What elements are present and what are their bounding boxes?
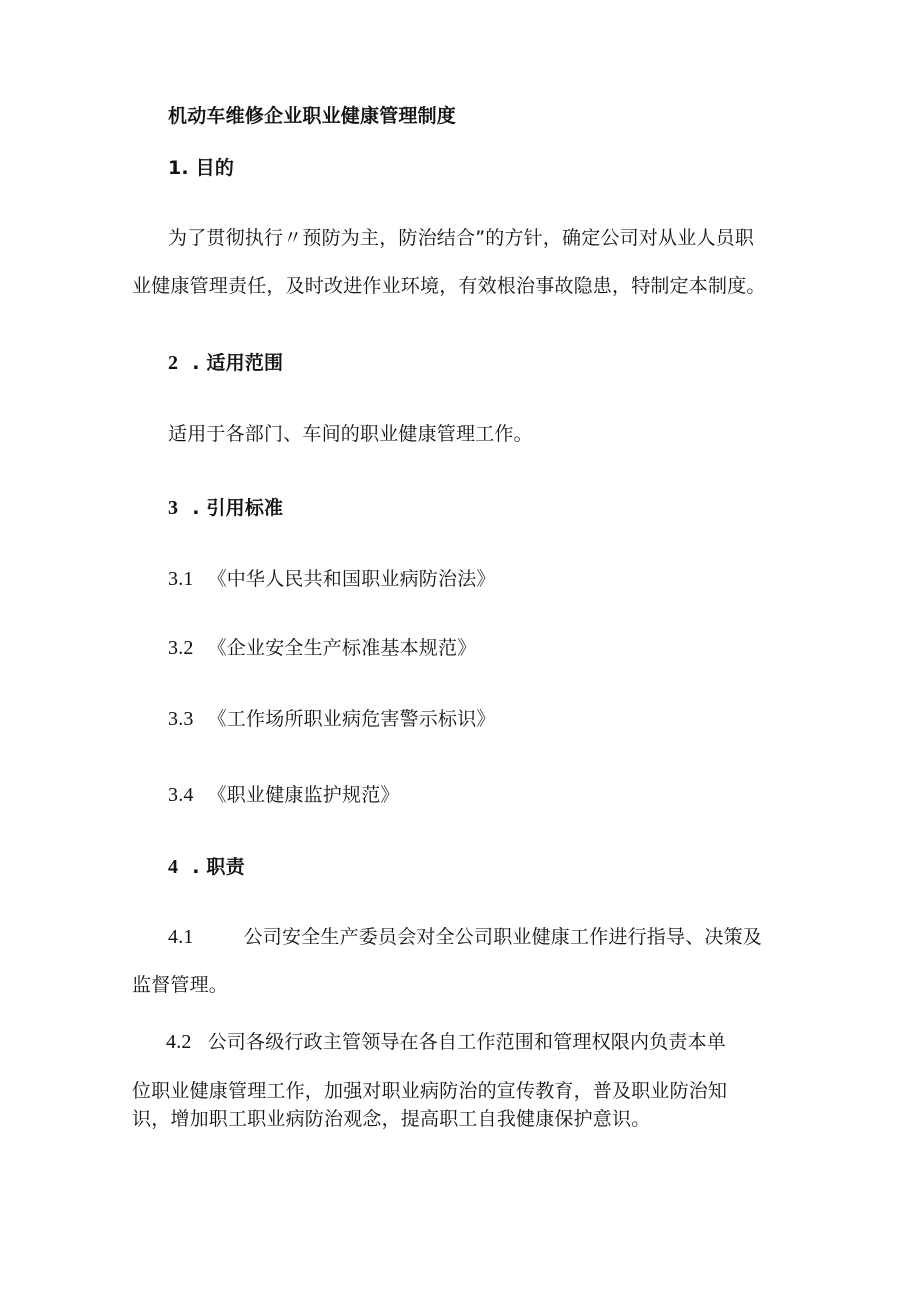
reference-item-number: 3.4 (168, 784, 194, 806)
reference-item (168, 636, 476, 660)
section-1-heading: 1. 目的 (168, 157, 235, 179)
section-4-title: . 职责 (192, 856, 245, 878)
section-3-heading (168, 496, 283, 520)
reference-item-title: 《企业安全生产标准基本规范》 (207, 637, 477, 659)
section-2-heading (168, 351, 283, 375)
section-3-title: . 引用标准 (192, 497, 284, 519)
section-2-title: . 适用范围 (192, 352, 284, 374)
duty-item-2-line-1 (166, 1030, 726, 1054)
duty-item-2-number: 4.2 (166, 1031, 192, 1053)
duty-item-1-line-1 (168, 925, 762, 949)
reference-item (168, 783, 400, 807)
section-4-heading (168, 855, 245, 879)
reference-item (168, 567, 496, 591)
reference-item-number: 3.2 (168, 637, 194, 659)
reference-item-title: 《中华人民共和国职业病防治法》 (207, 568, 496, 590)
duty-item-2-text: 公司各级行政主管领导在各自工作范围和管理权限内负责本单 (207, 1031, 727, 1053)
section-2-number: 2 (168, 352, 179, 374)
duty-item-2-line-2: 位职业健康管理工作，加强对职业病防治的宣传教育，普及职业防治知 (132, 1080, 728, 1102)
reference-item (168, 707, 496, 731)
duty-item-1-line-2: 监督管理。 (132, 974, 229, 996)
reference-item-title: 《职业健康监护规范》 (207, 784, 400, 806)
duty-item-2-line-3: 识，增加职工职业病防治观念，提高职工自我健康保护意识。 (132, 1108, 651, 1130)
section-1-paragraph-line-1: 为了贯彻执行〃预防为主，防治结合”的方针，确定公司对从业人员职 (168, 227, 755, 249)
reference-item-number: 3.3 (168, 708, 194, 730)
reference-item-title: 《工作场所职业病危害警示标识》 (207, 708, 496, 730)
section-3-number: 3 (168, 497, 179, 519)
section-2-paragraph: 适用于各部门、车间的职业健康管理工作。 (168, 423, 533, 445)
reference-item-number: 3.1 (168, 568, 194, 590)
duty-item-1-text: 公司安全生产委员会对全公司职业健康工作进行指导、决策及 (243, 926, 763, 948)
document-title: 机动车维修企业职业健康管理制度 (168, 105, 457, 127)
section-1-paragraph-line-2: 业健康管理责任，及时改进作业环境，有效根治事故隐患，特制定本制度。 (132, 275, 766, 297)
section-4-number: 4 (168, 856, 179, 878)
duty-item-1-number: 4.1 (168, 926, 194, 948)
